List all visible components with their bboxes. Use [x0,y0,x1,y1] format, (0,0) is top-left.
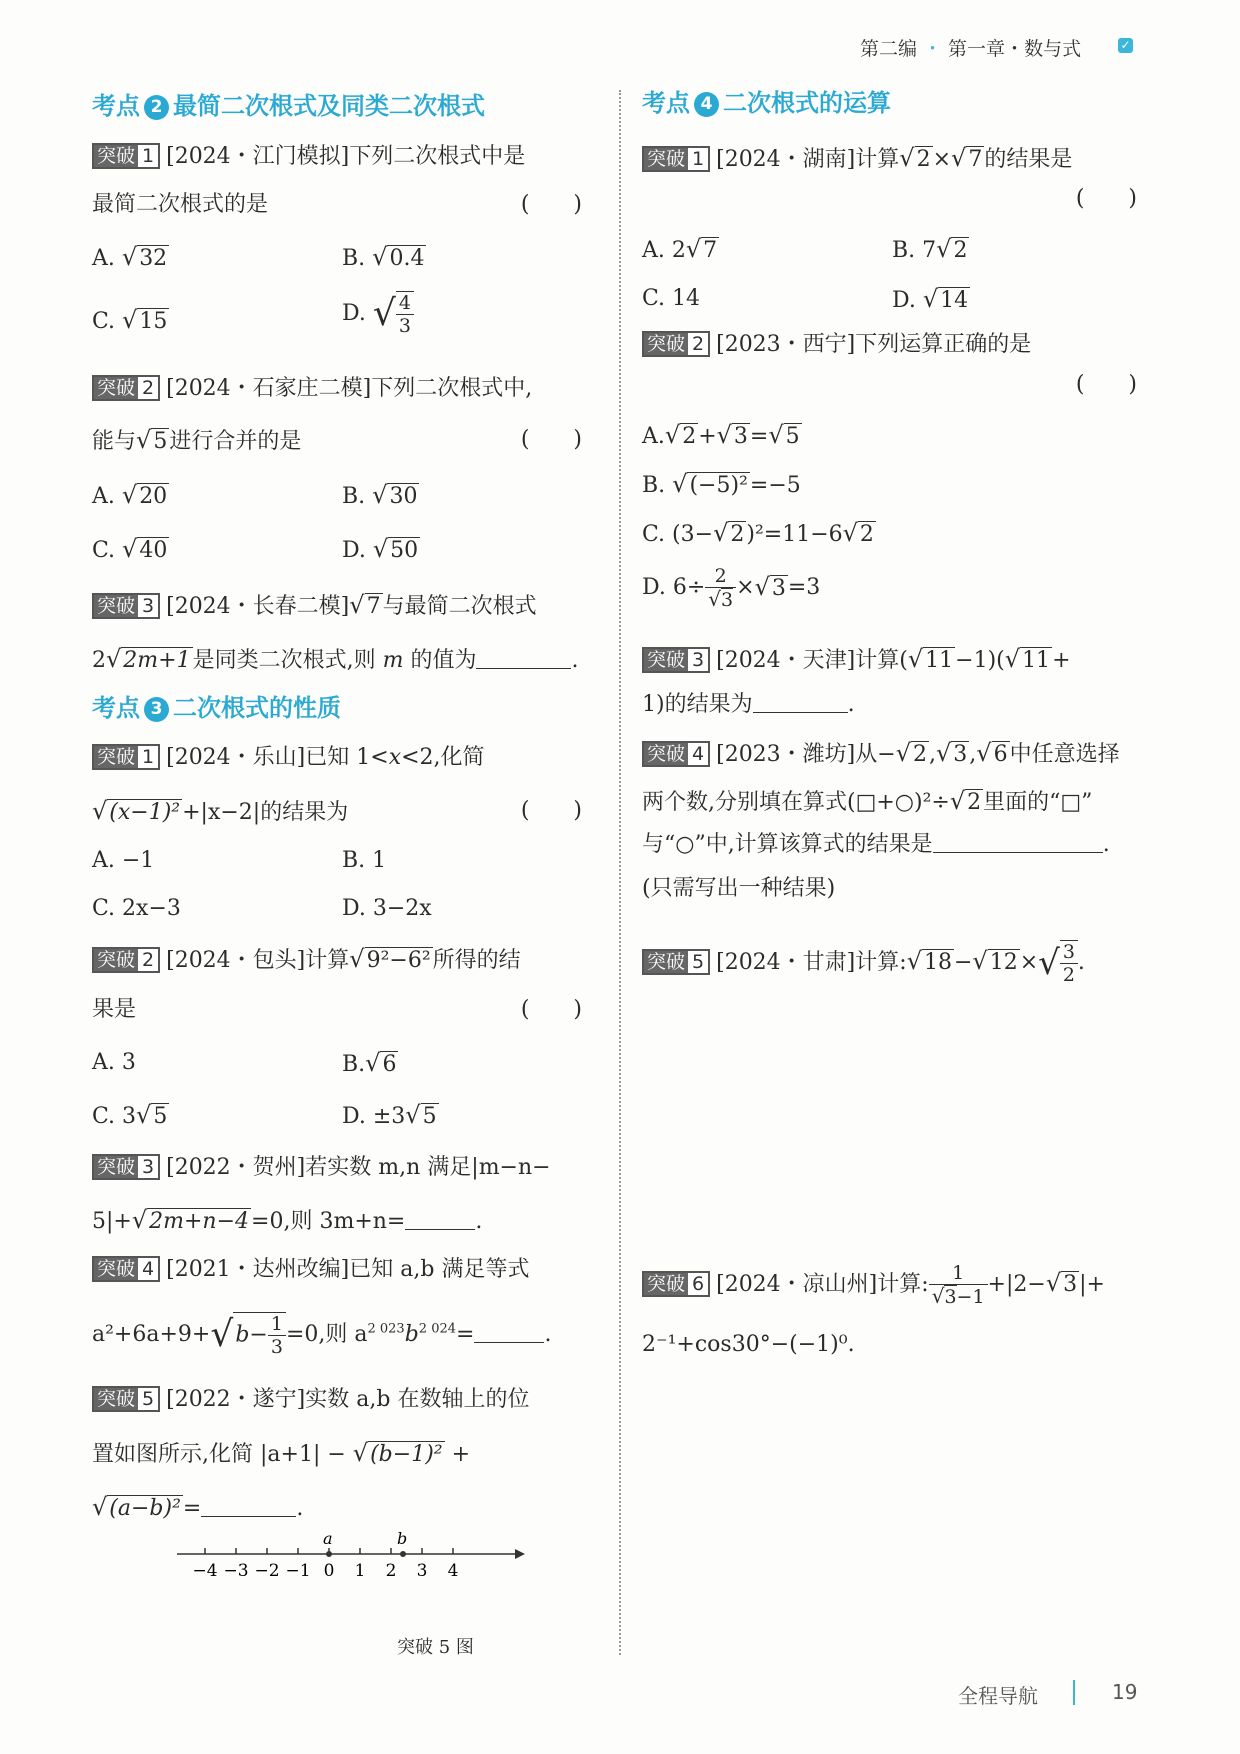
breadcrumb-chapter: 第一章 [948,38,1006,60]
answer-blank[interactable] [405,1209,475,1230]
question-4-4-note: (只需写出一种结果) [642,876,836,901]
number-line-arrow [515,1549,525,1559]
question-badge: 突破 2 [92,947,160,973]
question-4-5: 突破 5 [2024・甘肃]计算:√18−√12×√ $\frac{3}{2}$ . [642,940,1147,986]
section-2-title: 考点 2 最简二次根式及同类二次根式 [92,92,485,120]
question-4-6-line2: 2⁻¹+cos30°−(−1)⁰. [642,1332,855,1357]
tick-label: −2 [254,1561,280,1581]
question-2-2: 突破 2 [2024・石家庄二模]下列二次根式中, [92,375,592,402]
question-3-5-line3: √(a−b)²= . [92,1493,304,1521]
breadcrumb: 第二编 ・ 第一章・数与式 [860,38,1082,60]
question-badge: 突破 4 [92,1256,160,1282]
question-3-4: 突破 4 [2021・达州改编]已知 a,b 满足等式 [92,1256,592,1283]
question-badge: 突破 1 [92,143,160,169]
option-c: C. (3−√2)²=11−6√2 [642,519,874,547]
section-number: 4 [694,92,719,117]
question-2-3-line2: 2√2m+1是同类二次根式,则 m 的值为 . [92,645,579,673]
tick-label: 0 [323,1561,335,1581]
column-divider [619,90,621,1655]
question-3-5-line2: 置如图所示,化简 |a+1| − √(b−1)² + [92,1439,471,1467]
question-badge: 突破 1 [92,744,160,770]
question-4-4-line2: 两个数,分别填在算式(□+○)²÷√2里面的“□” [642,787,1093,815]
answer-paren: ( ) [1075,372,1137,397]
section-number: 3 [144,697,169,722]
page-number: 19 [1112,1680,1138,1704]
footer-book-title: 全程导航 [958,1684,1038,1708]
tick-label: 4 [447,1561,459,1581]
question-4-4: 突破 4 [2023・潍坊]从−√2,√3,√6中任意选择 [642,740,1147,768]
answer-blank[interactable] [933,832,1103,853]
question-3-1-line2: √(x−1)²+|x−2|的结果为 ( ) [92,797,582,825]
tick-label: −3 [223,1561,249,1581]
question-3-4-line2: a²+6a+9+√b− $\frac{1}{3}$ =0,则 $a^{2 023}b^{2 024}=$ . [92,1313,552,1358]
option-a: A.√2+√3=√5 [642,421,800,449]
figure-caption: 突破 5 图 [397,1637,474,1658]
question-3-3: 突破 3 [2022・贺州]若实数 m,n 满足|m−n− [92,1154,592,1181]
section-3-title: 考点 3 二次根式的性质 [92,694,341,722]
question-badge: 突破 4 [642,741,710,767]
question-3-5: 突破 5 [2022・遂宁]实数 a,b 在数轴上的位 [92,1386,592,1413]
question-4-6: 突破 6 [2024・凉山州]计算: $\frac{1}{√3-1}$ +|2−√3|+ [642,1262,1147,1308]
number-line-figure [85,1532,535,1592]
question-badge: 突破 2 [92,375,160,401]
question-badge: 突破 1 [642,146,710,172]
answer-paren: ( ) [520,427,582,452]
answer-blank[interactable] [201,1496,296,1517]
answer-paren: ( ) [520,798,582,823]
tick-label: 2 [385,1561,397,1581]
tick-label: −4 [192,1561,218,1581]
question-3-2-line2: 果是 ( ) [92,997,582,1022]
answer-paren: ( ) [1075,186,1137,211]
question-badge: 突破 3 [92,593,160,619]
question-2-3: 突破 3 [2024・长春二模]√7与最简二次根式 [92,592,592,620]
question-4-1: 突破 1 [2024・湖南]计算√2×√7的结果是 [642,145,1147,173]
tick-label: 1 [354,1561,366,1581]
answer-blank[interactable] [753,692,848,713]
question-2-2-line2: 能与√5进行合并的是 ( ) [92,426,582,454]
answer-blank[interactable] [476,648,571,669]
point-a [326,1551,332,1557]
label-b: b [397,1532,408,1548]
question-badge: 突破 6 [642,1271,710,1297]
question-badge: 突破 5 [92,1386,160,1412]
question-4-3: 突破 3 [2024・天津]计算(√11−1)(√11+ [642,646,1147,674]
point-b [400,1551,406,1557]
check-icon: ✓ [1118,38,1133,53]
question-3-3-line2: 5|+√2m+n−4=0,则 3m+n= . [92,1206,483,1234]
question-2-1: 突破 1 [2024・江门模拟]下列二次根式中是 [92,143,592,170]
answer-blank[interactable] [474,1322,544,1343]
section-number: 2 [144,95,169,120]
question-badge: 突破 3 [92,1154,160,1180]
footer-divider [1073,1680,1075,1705]
question-4-4-line3: 与“○”中,计算该算式的结果是 . [642,832,1110,857]
answer-paren: ( ) [520,192,582,217]
question-badge: 突破 5 [642,949,710,975]
breadcrumb-part: 第二编 [860,38,918,60]
option-b: B. √(−5)²=−5 [642,470,801,498]
question-4-2: 突破 2 [2023・西宁]下列运算正确的是 [642,331,1147,358]
question-4-3-line2: 1)的结果为 . [642,692,855,717]
label-a: a [323,1532,333,1548]
answer-paren: ( ) [520,997,582,1022]
breadcrumb-topic: 数与式 [1024,38,1082,60]
question-3-2: 突破 2 [2024・包头]计算√9²−6²所得的结 [92,946,592,974]
option-d: D. 6÷ $\frac{2}{√3}$ ×√3=3 [642,565,821,611]
question-badge: 突破 2 [642,331,710,357]
question-2-1-line2: 最简二次根式的是 ( ) [92,192,582,217]
section-4-title: 考点 4 二次根式的运算 [642,89,891,117]
question-badge: 突破 3 [642,647,710,673]
question-3-1: 突破 1 [2024・乐山]已知 1<x<2,化简 [92,744,592,771]
tick-label: 3 [416,1561,428,1581]
tick-label: −1 [285,1561,311,1581]
